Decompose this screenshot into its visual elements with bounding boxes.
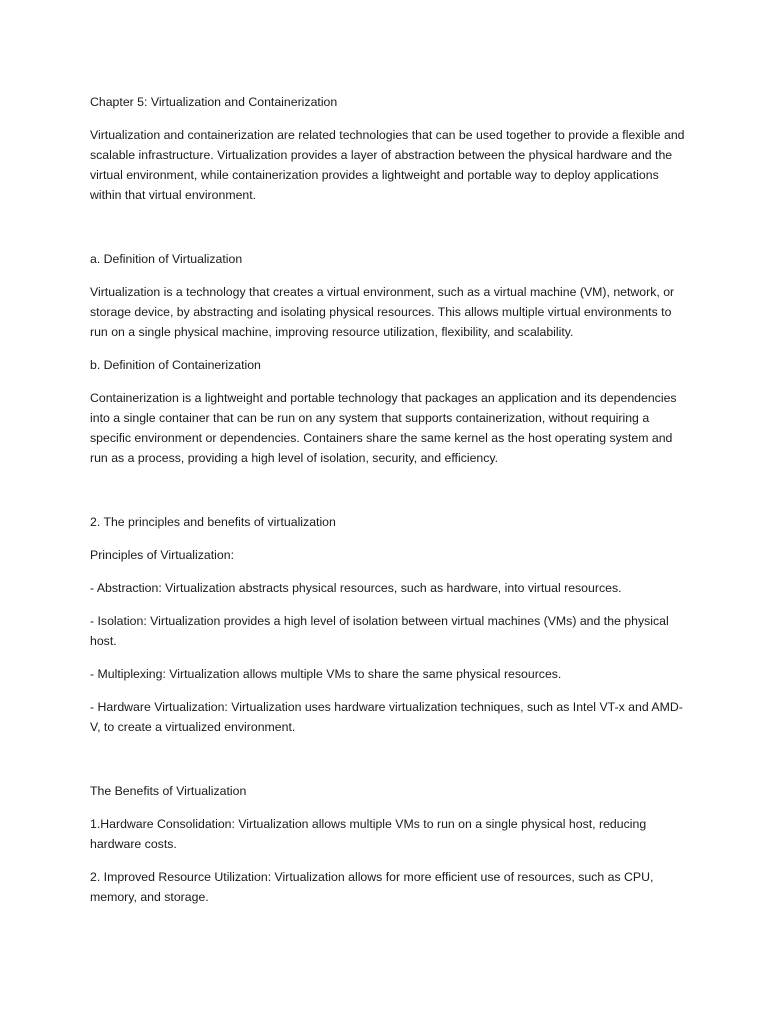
principle-item: - Isolation: Virtualization provides a high level of isolation between virtual machines (VMs) and the physical host. [90, 614, 669, 648]
chapter-title: Chapter 5: Virtualization and Containerization [90, 95, 338, 109]
section-a-heading: a. Definition of Virtualization [90, 252, 243, 266]
intro-paragraph: Virtualization and containerization are related technologies that can be used together to provide a flexible and scalable infrastructure. Virtualization provides a layer of abstraction between the physical hardware and the virtual environment, while containerization provides a lightweight and portable way to deploy applications within that virtual environment. [90, 128, 685, 202]
principle-item: - Abstraction: Virtualization abstracts physical resources, such as hardware, into virtual resources. [90, 581, 622, 595]
principle-item: - Multiplexing: Virtualization allows multiple VMs to share the same physical resources. [90, 667, 562, 681]
section-2-heading: 2. The principles and benefits of virtualization [90, 515, 336, 529]
benefit-item: 2. Improved Resource Utilization: Virtualization allows for more efficient use of resources, such as CPU, memory, and storage. [90, 870, 654, 904]
benefit-item: 1.Hardware Consolidation: Virtualization allows multiple VMs to run on a single physical host, reducing hardware costs. [90, 817, 647, 851]
section-a-paragraph: Virtualization is a technology that creates a virtual environment, such as a virtual machine (VM), network, or storage device, by abstracting and isolating physical resources. This allows multiple virtual environments to run on a single physical machine, improving resource utilization, flexibility, and scalability. [90, 285, 675, 339]
document-body [90, 92, 690, 907]
principle-item: - Hardware Virtualization: Virtualization uses hardware virtualization techniques, such as Intel VT-x and AMD-V, to create a virtualized environment. [90, 700, 683, 734]
section-b-paragraph: Containerization is a lightweight and portable technology that packages an application and its dependencies into a single container that can be run on any system that supports containerization, without requiring a specific environment or dependencies. Containers share the same kernel as the host operating system and run as a process, providing a high level of isolation, security, and efficiency. [90, 391, 677, 465]
benefits-heading: The Benefits of Virtualization [90, 784, 247, 798]
section-b-heading: b. Definition of Containerization [90, 358, 261, 372]
principles-heading: Principles of Virtualization: [90, 548, 234, 562]
